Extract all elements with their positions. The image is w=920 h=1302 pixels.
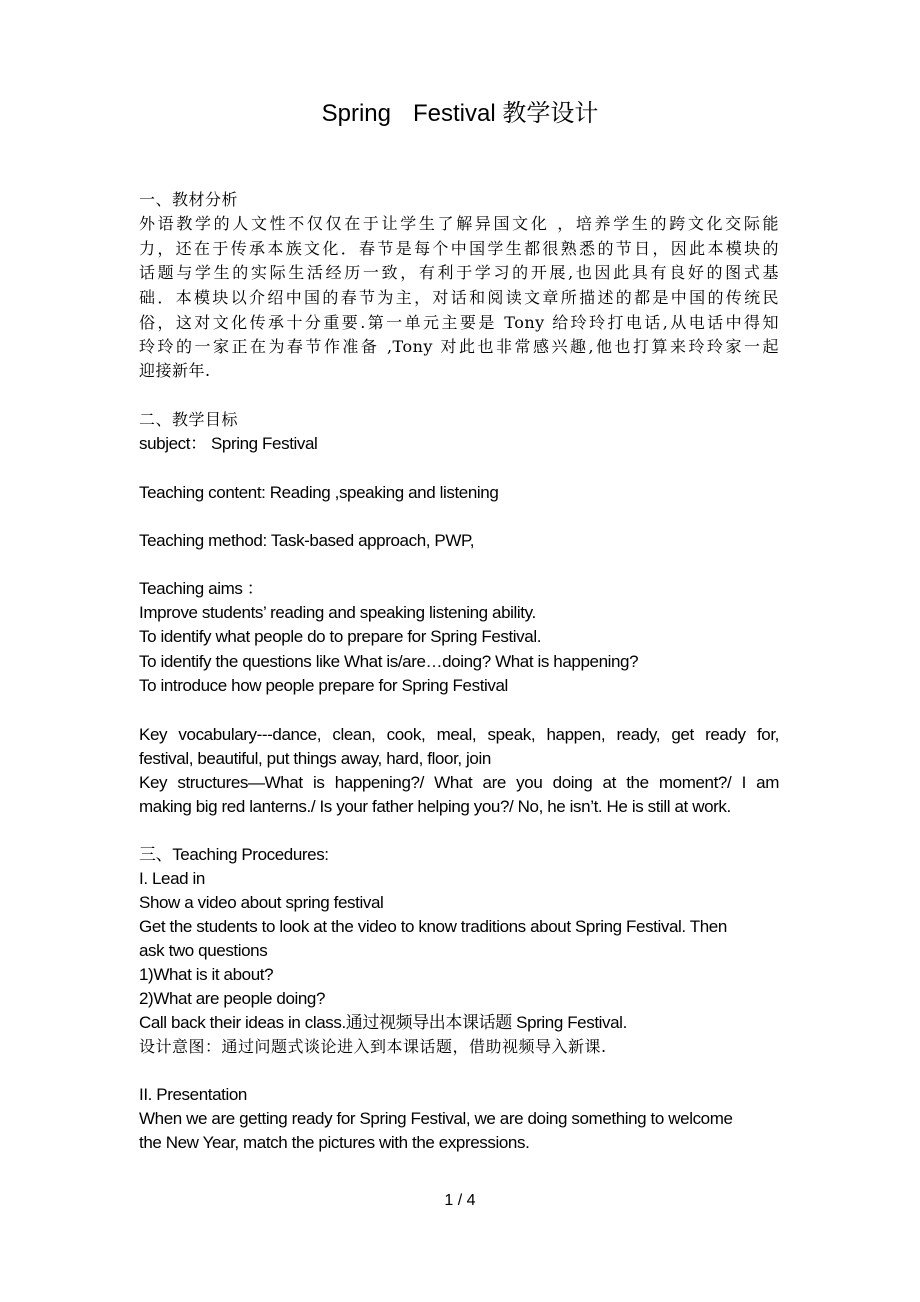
- lead-in-line: Get the students to look at the video to know traditions about Spring Festival. Then: [139, 917, 727, 936]
- presentation-line: the New Year, match the pictures with the expressions.: [139, 1133, 530, 1152]
- subject-line: subject： Spring Festival: [139, 434, 318, 453]
- key-structures-line: Key structures—What is happening?/ What are you doing at the moment?/ I am: [139, 773, 779, 792]
- teaching-content-line: Teaching content: Reading ,speaking and listening: [139, 483, 499, 502]
- teaching-aims-heading: Teaching aims ：: [139, 579, 264, 598]
- section2-heading: 二、教学目标: [139, 410, 239, 429]
- lead-in-line: ask two questions: [139, 941, 268, 960]
- title-part-2: Festival 教学设计: [413, 100, 599, 127]
- aim-item: To identify what people do to prepare for Spring Festival.: [139, 627, 542, 646]
- title-part-1: Spring: [321, 100, 391, 127]
- section1-heading: 一、教材分析: [139, 190, 239, 209]
- key-vocabulary-line: Key vocabulary---dance, clean, cook, meal, speak, happen, ready, get ready for,: [139, 725, 779, 744]
- lead-in-line: Show a video about spring festival: [139, 893, 384, 912]
- section1-line: 力，还在于传承本族文化．春节是每个中国学生都很熟悉的节日，因此本模块的: [139, 239, 779, 258]
- key-vocabulary-line: festival, beautiful, put things away, hard, floor, join: [139, 749, 491, 768]
- teaching-method-line: Teaching method: Task-based approach, PWP,: [139, 531, 475, 550]
- presentation-line: When we are getting ready for Spring Festival, we are doing something to welcome: [139, 1109, 733, 1128]
- document-title: [0, 98, 920, 130]
- lead-in-line: Call back their ideas in class.通过视频导出本课话题 Spring Festival.: [139, 1013, 627, 1032]
- design-intent-line: 设计意图：通过问题式谈论进入到本课话题，借助视频导入新课.: [139, 1037, 607, 1056]
- aim-item: To identify the questions like What is/are…doing? What is happening?: [139, 652, 639, 671]
- section1-line: 外语教学的人文性不仅仅在于让学生了解异国文化 ，培养学生的跨文化交际能: [139, 214, 779, 233]
- aim-item: To introduce how people prepare for Spring Festival: [139, 676, 508, 695]
- section1-line: 础．本模块以介绍中国的春节为主，对话和阅读文章所描述的都是中国的传统民: [139, 288, 779, 307]
- lead-in-heading: I. Lead in: [139, 869, 205, 888]
- section1-line: 话题与学生的实际生活经历一致，有利于学习的开展,也因此具有良好的图式基: [139, 263, 779, 282]
- section1-line: 迎接新年.: [139, 361, 211, 380]
- lead-in-line: 2)What are people doing?: [139, 989, 326, 1008]
- key-structures-line: making big red lanterns./ Is your father helping you?/ No, he isn’t. He is still at work.: [139, 797, 731, 816]
- page-number: 1 / 4: [444, 1192, 476, 1209]
- presentation-heading: II. Presentation: [139, 1085, 247, 1104]
- lead-in-line: 1)What is it about?: [139, 965, 274, 984]
- section3-heading: 三、Teaching Procedures:: [139, 845, 329, 864]
- section1-line: 玲玲的一家正在为春节作准备 ,Tony 对此也非常感兴趣,他也打算来玲玲家一起: [139, 337, 779, 356]
- section1-line: 俗，这对文化传承十分重要.第一单元主要是 Tony 给玲玲打电话,从电话中得知: [139, 313, 779, 332]
- aim-item: Improve students’ reading and speaking listening ability.: [139, 603, 536, 622]
